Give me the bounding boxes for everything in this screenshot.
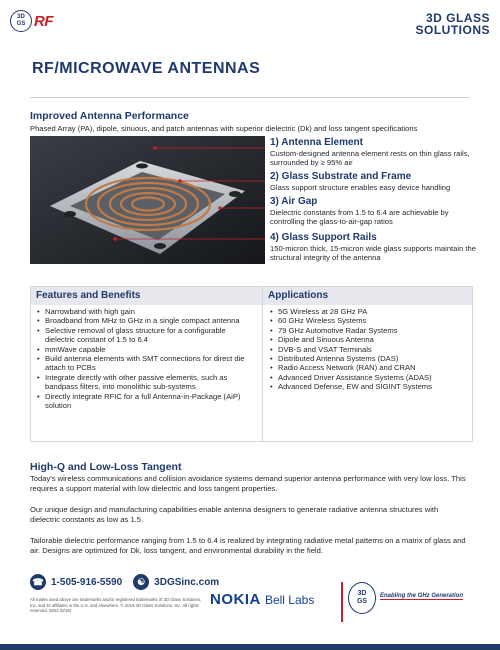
3dgs-footer-logo-icon: 3D GS — [348, 582, 376, 614]
list-item: • Advanced Driver Assistance Systems (ADAS) — [278, 373, 478, 382]
annotation-glass-substrate — [270, 171, 480, 192]
annotation-text: Custom-designed antenna element rests on thin glass rails, surrounded by ≥ 95% air — [270, 149, 470, 168]
list-item: • Broadband from MHz to GHz in a single compact antenna — [45, 316, 257, 325]
annotation-title: 4) Glass Support Rails — [270, 232, 377, 243]
brand-line-2: SOLUTIONS — [415, 23, 490, 37]
phone-number[interactable]: 1-505-916-5590 — [51, 576, 123, 588]
annotation-title: 2) Glass Substrate and Frame — [270, 171, 412, 182]
title-divider — [30, 97, 470, 98]
annotation-title: 1) Antenna Element — [270, 137, 363, 148]
partner-logo — [210, 591, 314, 608]
applications-list — [268, 307, 478, 392]
features-heading: Features and Benefits — [31, 287, 262, 305]
annotation-text: Dielectric constants from 1.5 to 6.4 are achievable by controlling the glass-to-air-gap ratios — [270, 208, 449, 227]
page-title: RF/MICROWAVE ANTENNAS — [32, 60, 261, 77]
paragraph-3: Tailorable dielectric performance ranging from 1.5 to 6.4 is realized by integrating radiative metal patterns on a matrix of glass and air. Designs are optimized for Dk, loss tangent, and environmental durability in the field. — [30, 536, 466, 556]
list-item: • Dipole and Sinuous Antenna — [278, 335, 478, 344]
tagline: Enabling the GHz Generation — [380, 593, 464, 599]
partner-sub: Bell Labs — [264, 593, 315, 607]
list-item: • DVB-S and VSAT Terminals — [278, 345, 478, 354]
website-link[interactable]: 3DGSinc.com — [154, 576, 220, 588]
paragraph-2: Our unique design and manufacturing capabilities enable antenna designers to generate radiative antenna structures with dielectric constants as low as 1.5. — [30, 505, 439, 525]
phone-icon: ☎ — [30, 574, 46, 590]
list-item: • 79 GHz Automotive Radar Systems — [278, 326, 478, 335]
list-item: • Directly integrate RFIC for a full Antenna-in-Package (AiP) solution — [45, 392, 257, 411]
annotation-antenna-element — [270, 137, 480, 168]
3dgs-logo-icon: 3D GS — [10, 10, 32, 32]
globe-icon: ☯ — [133, 574, 149, 590]
rf-logo — [10, 10, 53, 32]
contact-info — [30, 574, 219, 590]
bottom-bar — [0, 644, 500, 650]
legal-text: All marks used above are trademarks and/or registered trademarks of 3D Glass Solutions, Inc. and its affiliates in the U.S. and elsewhere. © 2019 3D Glass Solutions, Inc. All rights reserved. 9202 (8/19) — [30, 597, 202, 614]
annotation-support-rails — [270, 232, 480, 263]
footer-divider — [341, 582, 343, 622]
paragraph-1: Today's wireless communications and collision avoidance systems demand superior antenna performance with very low loss. This requires a support material with low dielectric and loss tangent properties. — [30, 474, 466, 494]
annotation-text: Glass support structure enables easy device handling — [270, 183, 451, 192]
features-list — [35, 307, 257, 410]
list-item: • Build antenna elements with SMT connections for direct die attach to PCBs — [45, 354, 257, 373]
section-heading-highq: High-Q and Low-Loss Tangent — [30, 461, 182, 473]
brand-name — [415, 12, 490, 36]
section-heading-performance: Improved Antenna Performance — [30, 110, 189, 122]
list-item: • Distributed Antenna Systems (DAS) — [278, 354, 478, 363]
list-item: • Integrate directly with other passive elements, such as bandpass filters, into monolithic sub-systems — [45, 373, 257, 392]
list-item: • Radio Access Network (RAN) and CRAN — [278, 363, 478, 372]
list-item: • mmWave capable — [45, 345, 257, 354]
annotation-title: 3) Air Gap — [270, 196, 318, 207]
annotation-text: 150-micron thick, 15-micron wide glass supports maintain the structural integrity of the antenna — [270, 244, 476, 263]
applications-heading: Applications — [263, 287, 472, 305]
annotation-air-gap — [270, 196, 480, 227]
brand-line-1: 3D GLASS — [425, 11, 490, 25]
list-item: • 60 GHz Wireless Systems — [278, 316, 478, 325]
rf-logo-text: RF — [34, 12, 53, 30]
list-item: • Selective removal of glass structure for a configurable dielectric constant of 1.5 to 6.4 — [45, 326, 257, 345]
list-item: • Narrowband with high gain — [45, 307, 257, 316]
section-subheading: Phased Array (PA), dipole, sinuous, and patch antennas with superior dielectric (Dk) and loss tangent specifications — [30, 124, 418, 133]
column-divider — [262, 287, 263, 441]
features-applications-table — [30, 286, 473, 442]
antenna-photo — [30, 136, 265, 264]
list-item: • Advanced Defense, EW and SIGINT Systems — [278, 382, 478, 391]
partner-name: NOKIA — [210, 591, 261, 608]
list-item: • 5G Wireless at 28 GHz PA — [278, 307, 478, 316]
